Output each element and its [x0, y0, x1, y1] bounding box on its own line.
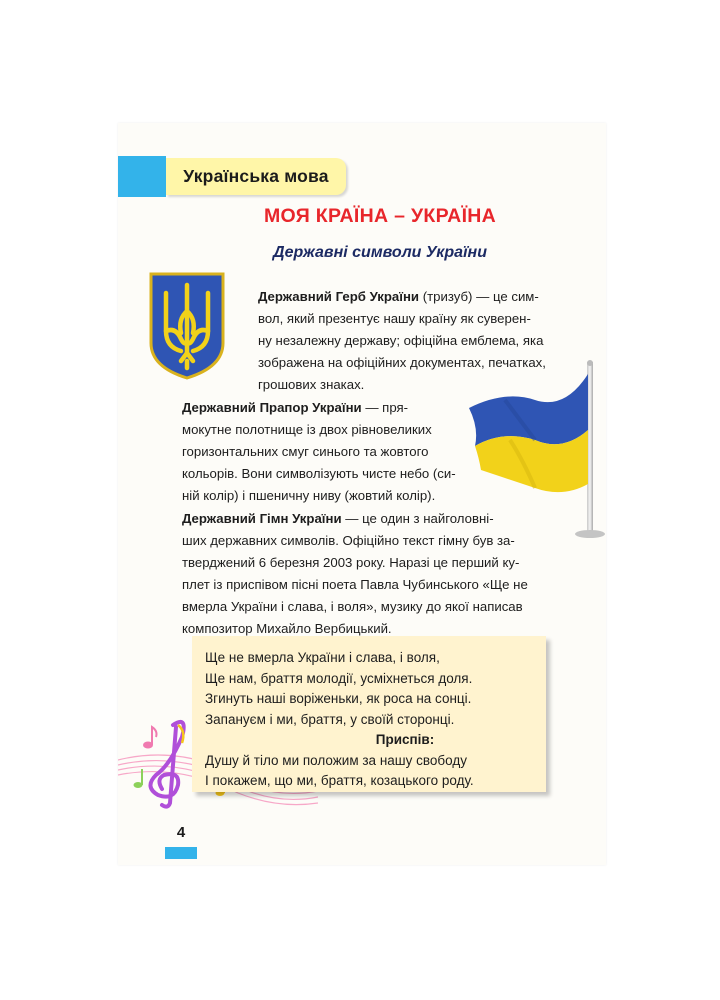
section-title: Державні символи України — [273, 244, 487, 261]
anthem-paragraph: Державний Гімн України — це один з найголовні- ших державних символів. Офіційно текст гімну був за- тверджений 6 березня 2003 року. Наразі це перший ку- плет із приспівом пісні поета Павла Чубинського «Ще не вмерла України і слава, і воля», музику до якої написав композитор Михайло Вербицький. — [182, 511, 528, 636]
subject-tab: Українська мова — [166, 158, 346, 195]
page-number: 4 — [165, 818, 197, 847]
anthem-chorus-line: Душу й тіло ми положим за нашу свободу — [205, 752, 467, 768]
coat-term: Державний Герб України — [258, 289, 420, 304]
flag-paragraph: Державний Прапор України — пря- мокутне полотнище із двох рівновеликих горизонтальних смуг синього та жовтого кольорів. Вони символізують чисте небо (си- ній колір) і пшеничну ниву (жовтий колір). — [182, 400, 456, 503]
flag-term: Державний Прапор України — [182, 400, 362, 415]
anthem-verse-line: Ще не вмерла України і слава, і воля, — [205, 650, 440, 665]
subject-tab-accent — [118, 156, 166, 197]
anthem-verse-line: Запануєм і ми, браття, у своїй сторонці. — [205, 711, 455, 727]
anthem-term: Державний Гімн України — [182, 511, 342, 526]
anthem-chorus-label: Приспів: — [375, 732, 435, 747]
anthem-verse-line: Згинуть наші воріженьки, як роса на сонці. — [205, 691, 472, 706]
page-number-accent — [165, 847, 197, 859]
anthem-lyrics — [205, 648, 535, 792]
anthem-verse-line: Ще нам, браття молодії, усміхнеться доля. — [205, 670, 473, 686]
trident-emblem-icon — [148, 271, 226, 381]
page-title: МОЯ КРАЇНА – УКРАЇНА — [263, 205, 497, 227]
coat-paragraph: Державний Герб України (тризуб) — це сим- вол, який презентує нашу країну як суверен- ну незалежну державу; офіційна емблема, яка зображена на офіційних документах, печатках, грошових знаках. — [258, 289, 546, 392]
anthem-chorus-line: І покажем, що ми, браття, козацького роду. — [205, 773, 474, 788]
